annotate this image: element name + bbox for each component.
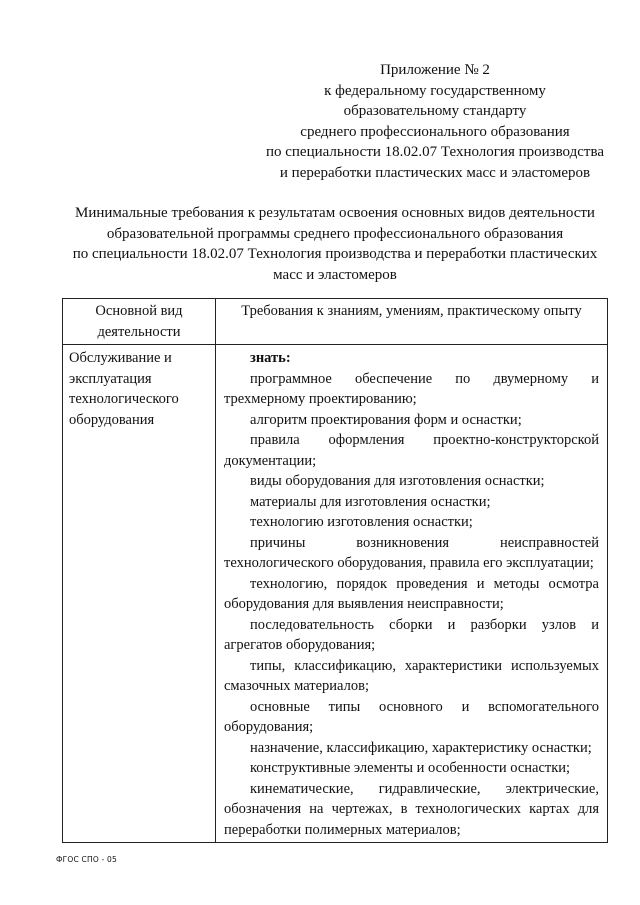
requirement-item: программное обеспечение по двумерному и трехмерному проектированию; xyxy=(224,370,599,407)
know-label: знать: xyxy=(250,350,291,366)
header-requirements: Требования к знаниям, умениям, практическому опыту xyxy=(216,299,608,345)
header-activity: Основной вид деятельности xyxy=(63,299,216,345)
appendix-line: образовательному стандарту xyxy=(343,103,527,119)
appendix-line: и переработки пластических масс и эластомеров xyxy=(279,164,591,181)
requirement-item: назначение, классификацию, характеристику оснастки; xyxy=(250,739,592,756)
requirement-item: виды оборудования для изготовления оснастки; xyxy=(250,473,545,489)
activity-cell: Обслуживание и эксплуатация технологического оборудования xyxy=(63,345,216,843)
requirement-item: технологию, порядок проведения и методы осмотра оборудования для выявления неисправности; xyxy=(224,575,599,612)
appendix-line: по специальности 18.02.07 Технология производства xyxy=(265,144,605,160)
requirements-cell xyxy=(216,345,608,843)
title-line: образовательной программы среднего профессионального образования xyxy=(106,225,564,242)
requirement-item: последовательность сборки и разборки узлов и агрегатов оборудования; xyxy=(224,616,599,653)
requirement-item: основные типы основного и вспомогательного оборудования; xyxy=(224,698,599,735)
footer-code: ФГОС СПО - 05 xyxy=(56,855,117,864)
requirement-item: алгоритм проектирования форм и оснастки; xyxy=(250,411,522,428)
requirement-item: причины возникновения неисправностей технологического оборудования, правила его эксплуатации; xyxy=(224,534,599,571)
requirement-item: материалы для изготовления оснастки; xyxy=(250,493,491,510)
table-header-row xyxy=(63,299,608,345)
table-row xyxy=(63,345,608,843)
requirements-table xyxy=(62,298,608,843)
title-line: Минимальные требования к результатам освоения основных видов деятельности xyxy=(75,205,595,221)
document-title xyxy=(55,203,615,285)
appendix-line: среднего профессионального образования xyxy=(300,123,570,140)
title-line: по специальности 18.02.07 Технология производства и переработки пластических xyxy=(72,246,598,262)
appendix-line: Приложение № 2 xyxy=(380,62,490,78)
requirement-item: кинематические, гидравлические, электрические, обозначения на чертежах, в технологических картах для переработки полимерных материалов; xyxy=(224,780,599,838)
requirement-item: технологию изготовления оснастки; xyxy=(250,514,473,530)
requirement-item: правила оформления проектно-конструкторской документации; xyxy=(224,432,599,469)
appendix-line: к федеральному государственному xyxy=(324,82,546,99)
requirement-item: типы, классификацию, характеристики используемых смазочных материалов; xyxy=(224,657,599,694)
appendix-header xyxy=(240,60,630,183)
requirement-item: конструктивные элементы и особенности оснастки; xyxy=(250,760,571,776)
title-line: масс и эластомеров xyxy=(273,266,397,283)
